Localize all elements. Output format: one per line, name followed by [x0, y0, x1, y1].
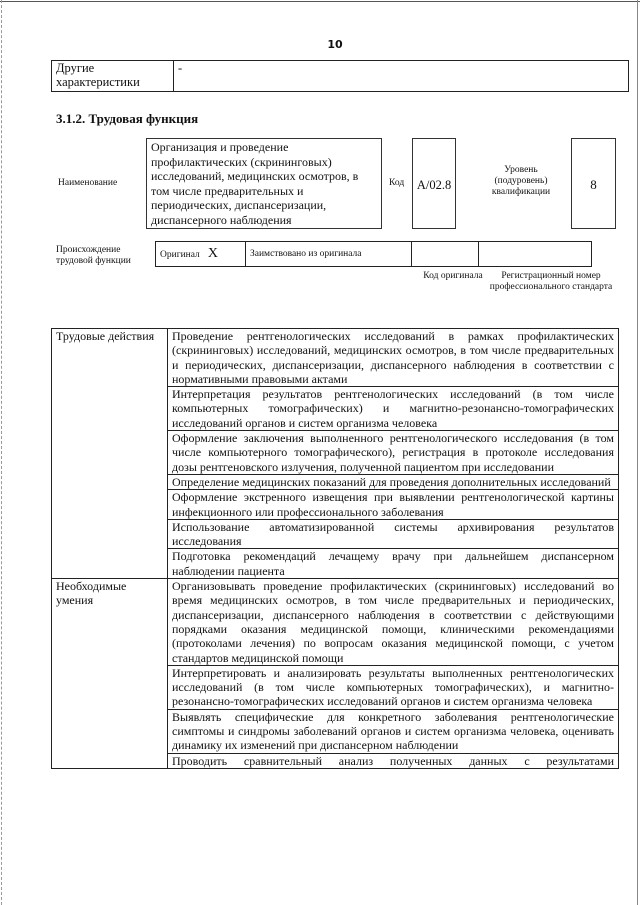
section-title: 3.1.2. Трудовая функция — [56, 111, 199, 126]
original-mark: X — [207, 245, 218, 261]
list-item: Определение медицинских показаний для проведения дополнительных исследований — [168, 474, 619, 489]
original-cell — [156, 242, 246, 267]
section-label-required-skills: Необходимые умения — [52, 579, 168, 769]
table-row — [52, 61, 629, 92]
list-item: Оформление заключения выполненного рентгенологического исследования (в том числе компьютерного томографического), регистрация в протоколе исследования дозы рентгеновского излучения, полученной пациентом при исследовании — [168, 431, 619, 475]
code-original-cell — [412, 242, 479, 267]
list-item: Подготовка рекомендаций лечащему врачу при дальнейшем диспансерном наблюдении пациента — [168, 549, 619, 579]
reg-number-caption: Регистрационный номер профессионального стандарта — [489, 271, 613, 292]
origin-table — [155, 241, 592, 267]
borrowed-cell: Заимствовано из оригинала — [246, 242, 412, 267]
list-item: Интерпретация результатов рентгенологических исследований (в том числе компьютерных томографических) и магнитно-резонансно-томографических исследований органов и систем организма человека — [168, 387, 619, 431]
list-item: Интерпретировать и анализировать результаты выполненных рентгенологических исследований (в том числе компьютерных томографических), и магнитно-резонансно-томографических исследований органов и систем организма человека — [168, 665, 619, 709]
page-number: 10 — [327, 38, 343, 51]
table-row — [156, 242, 592, 267]
origin-label: Происхождение трудовой функции — [56, 245, 131, 266]
list-item: Оформление экстренного извещения при выявлении рентгенологической картины инфекционного или профессионального заболевания — [168, 490, 619, 520]
qualification-level-box: 8 — [571, 138, 616, 229]
section-label-labor-actions: Трудовые действия — [52, 329, 168, 579]
list-item: Проведение рентгенологических исследований в рамках профилактических (скрининговых) исследований, медицинских осмотров, в том числе предварительных и периодических, диспансеризации, диспансерного наблюдения в соответствии с нормативными правовыми актами — [168, 329, 619, 387]
list-item: Использование автоматизированной системы архивирования результатов исследования — [168, 519, 619, 549]
table-row — [52, 579, 619, 666]
qualification-level-label: Уровень (подуровень) квалификации — [491, 165, 551, 197]
page-border-left — [1, 0, 2, 905]
list-item: Организовывать проведение профилактических (скрининговых) исследований во время медицинских осмотров, в том числе предварительных и периодических, диспансеризации, диспансерного наблюдения в соответствии с действующими порядками оказания медицинской помощи, клиническими рекомендациями (протоколами лечения) по вопросам оказания медицинской помощи, с учетом стандартов медицинской помощи — [168, 579, 619, 666]
page-border-top — [0, 1, 640, 2]
name-label: Наименование — [58, 178, 118, 188]
list-item: Проводить сравнительный анализ полученных данных с результатами — [168, 753, 619, 768]
function-code-box: A/02.8 — [412, 138, 456, 229]
list-item: Выявлять специфические для конкретного заболевания рентгенологические симптомы и синдромы заболеваний органов и систем организма человека, оценивать динамику их изменений при диспансерном наблюдении — [168, 709, 619, 753]
code-label: Код — [389, 178, 405, 188]
page-border-right — [637, 0, 638, 905]
other-characteristics-value: - — [174, 61, 629, 92]
original-label: Оригинал — [160, 249, 200, 260]
table-row — [52, 329, 619, 387]
other-characteristics-label: Другие характеристики — [52, 61, 174, 92]
code-original-caption: Код оригинала — [423, 271, 483, 281]
function-name-box: Организация и проведение профилактических (скрининговых) исследований, медицинских осмотров, в том числе предварительных и периодических, диспансеризации, диспансерного наблюдения — [146, 138, 382, 229]
other-characteristics-table — [51, 60, 629, 92]
reg-number-cell — [479, 242, 592, 267]
labor-function-table — [51, 328, 619, 769]
